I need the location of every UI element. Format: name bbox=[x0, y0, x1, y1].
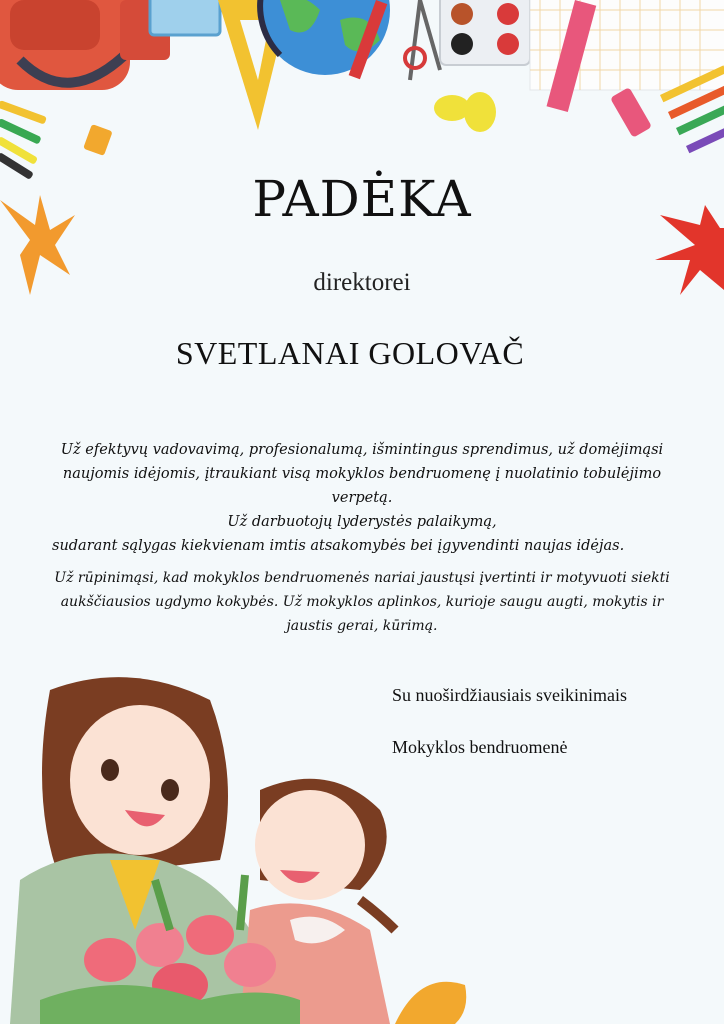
certificate-title: PADĖKA bbox=[252, 170, 472, 228]
signature: Mokyklos bendruomenė bbox=[392, 737, 568, 757]
paragraph-1-line-3: sudarant sąlygas kiekvienam imtis atsakomybės bei įgyvendinti naujas idėjas. bbox=[52, 538, 625, 554]
recipient-role: direktorei bbox=[313, 269, 411, 296]
gratitude-paragraph-2: Už rūpinimąsi, kad mokyklos bendruomenės nariai jaustųsi įvertinti ir motyvuoti siekti aukščiausios ugdymo kokybės. Už mokyklos aplinkos, kurioje saugu augti, mokytis ir jaustis gerai, kūrimą. bbox=[54, 570, 670, 634]
yellow-leaf-icon bbox=[434, 92, 496, 132]
teacher-and-child-illustration bbox=[10, 677, 395, 1024]
eraser-icon bbox=[610, 87, 652, 138]
backpack-icon bbox=[0, 0, 170, 90]
markers-icon bbox=[0, 100, 47, 180]
recipient-name: SVETLANAI GOLOVAČ bbox=[175, 335, 525, 371]
gratitude-paragraph-1 bbox=[52, 438, 672, 558]
orange-flower-icon bbox=[395, 982, 466, 1024]
sharpener-icon bbox=[83, 124, 113, 156]
paint-box-icon bbox=[440, 0, 530, 65]
card-icon bbox=[150, 0, 220, 35]
closing-greeting: Su nuoširdžiausiais sveikinimais bbox=[392, 685, 627, 705]
compass-icon bbox=[405, 0, 440, 80]
paragraph-1-line-2: Už darbuotojų lyderystės palaikymą, bbox=[227, 514, 497, 530]
paragraph-1-line-1: Už efektyvų vadovavimą, profesionalumą, išmintingus sprendimus, už domėjimąsi naujomis idėjomis, įtraukiant visą mokyklos bendruomenę į nuolatinio tobulėjimo verpetą. bbox=[60, 442, 664, 506]
